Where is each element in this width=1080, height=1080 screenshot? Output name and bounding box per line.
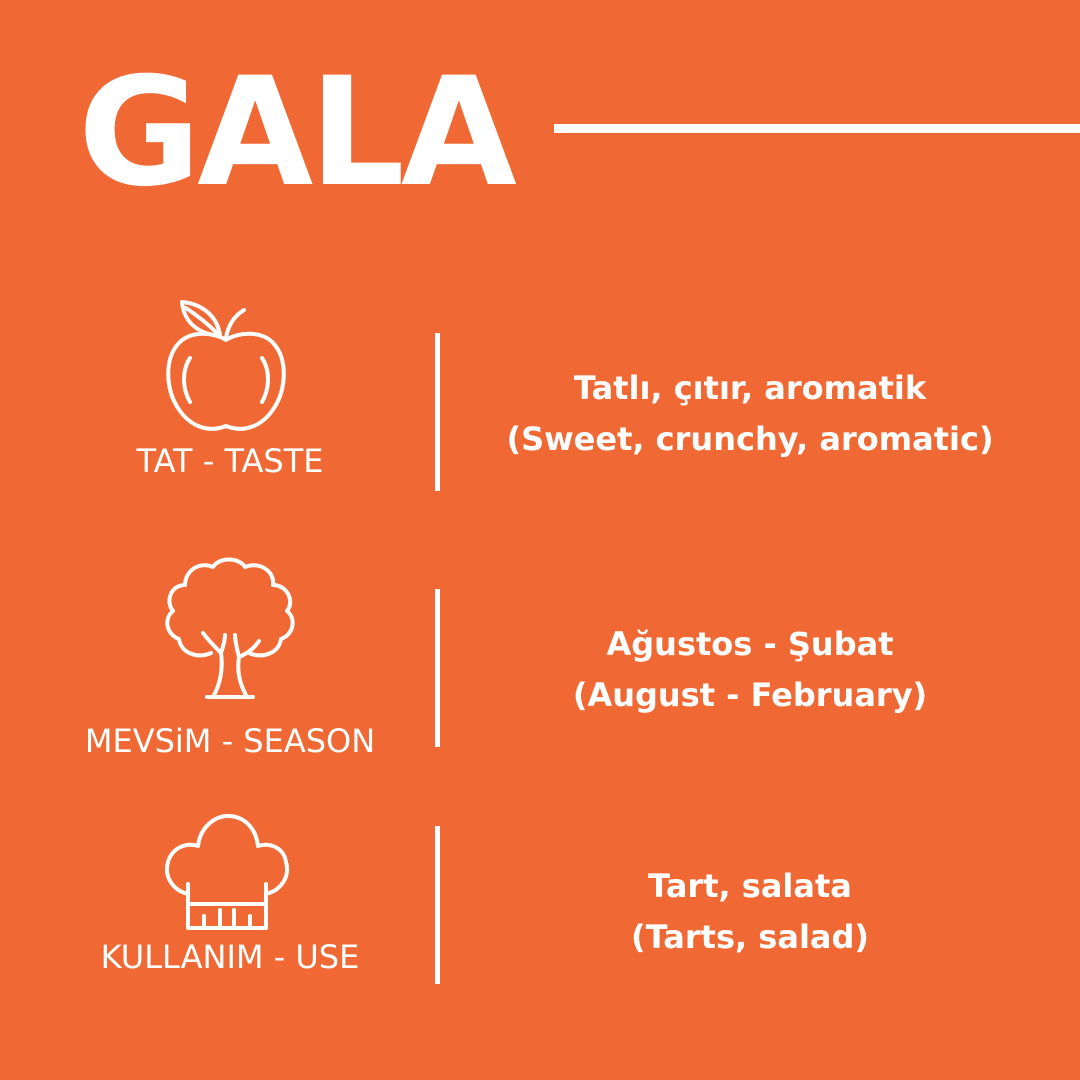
row-value-taste: [470, 363, 1030, 465]
row-value-taste-en: (Sweet, crunchy, aromatic): [506, 420, 994, 458]
title-divider-line: [554, 124, 1080, 133]
row-value-season-en: (August - February): [572, 676, 928, 714]
row-label-taste: TAT - TASTE: [136, 442, 324, 480]
row-label-season: MEVSiM - SEASON: [84, 722, 376, 760]
row-value-season: [470, 619, 1030, 721]
row-value-use-tr: Tart, salata: [648, 867, 852, 905]
page-title: GALA: [78, 46, 513, 220]
row-value-taste-tr: Tatlı, çıtır, aromatik: [573, 369, 927, 407]
row-divider-taste: [435, 333, 440, 491]
row-value-season-tr: Ağustos - Şubat: [606, 625, 894, 663]
tree-icon: [163, 557, 297, 701]
row-divider-use: [435, 826, 440, 984]
row-divider-season: [435, 589, 440, 747]
row-label-use: KULLANIM - USE: [100, 938, 360, 976]
apple-icon: [160, 298, 290, 434]
chef-hat-icon: [164, 812, 290, 932]
row-value-use: [470, 861, 1030, 963]
row-value-use-en: (Tarts, salad): [630, 918, 870, 956]
